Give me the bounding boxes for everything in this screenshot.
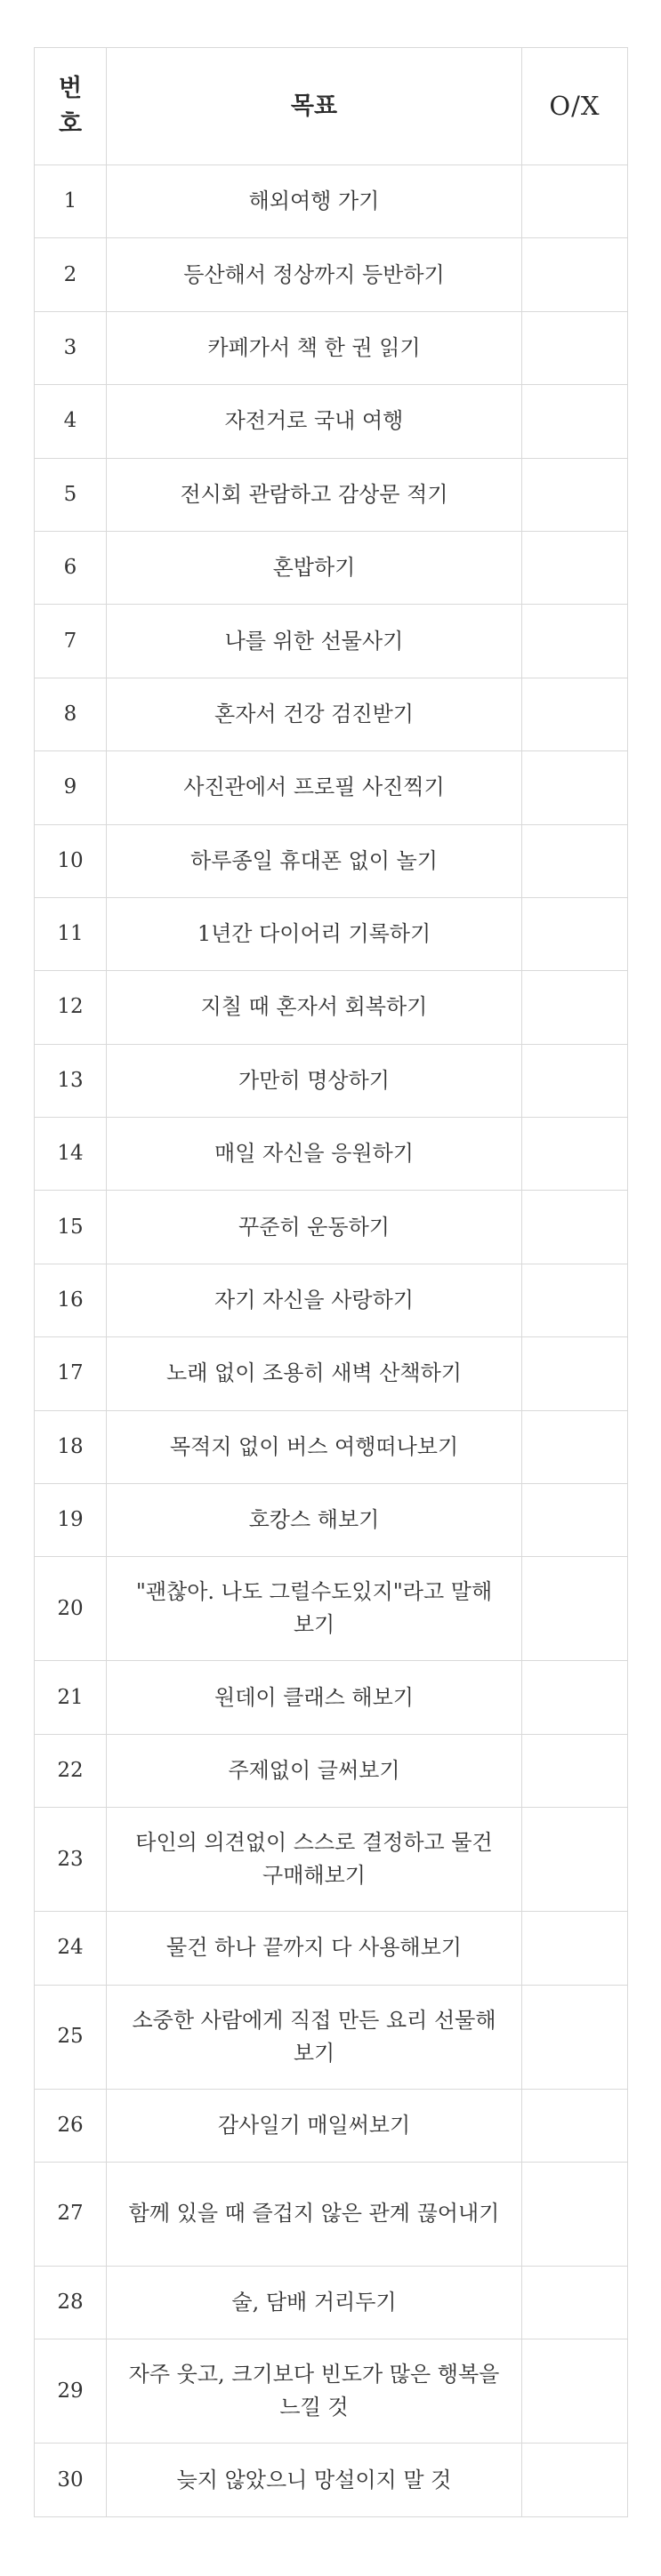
row-goal-text: "괜찮아. 나도 그럴수도있지"라고 말해보기 <box>135 1579 493 1638</box>
row-number: 21 <box>35 1661 107 1734</box>
row-goal <box>107 458 522 531</box>
table-row <box>35 2089 628 2162</box>
row-check-cell[interactable] <box>522 605 628 678</box>
row-number: 3 <box>35 311 107 384</box>
table-row <box>35 1044 628 1117</box>
row-number: 17 <box>35 1337 107 1410</box>
row-goal-text: 자기 자신을 사랑하기 <box>214 1288 414 1313</box>
table-row <box>35 1264 628 1336</box>
row-number: 15 <box>35 1191 107 1264</box>
row-goal-text: 1년간 다이어리 기록하기 <box>197 921 431 947</box>
row-number: 28 <box>35 2266 107 2339</box>
row-check-cell[interactable] <box>522 385 628 458</box>
row-goal-text: 함께 있을 때 즐겁지 않은 관계 끊어내기 <box>128 2201 500 2227</box>
row-goal-text: 주제없이 글써보기 <box>228 1758 400 1783</box>
goals-table <box>34 47 628 2517</box>
table-header <box>35 48 628 165</box>
table-row <box>35 1118 628 1191</box>
row-goal <box>107 165 522 238</box>
row-check-cell[interactable] <box>522 2162 628 2266</box>
row-check-cell[interactable] <box>522 1044 628 1117</box>
row-check-cell[interactable] <box>522 1410 628 1483</box>
row-goal <box>107 1264 522 1336</box>
row-goal-text: 자전거로 국내 여행 <box>224 408 404 434</box>
header-check: O/X <box>522 48 628 165</box>
row-check-cell[interactable] <box>522 971 628 1044</box>
table-row <box>35 897 628 970</box>
row-goal <box>107 1557 522 1661</box>
table-row <box>35 531 628 604</box>
row-goal <box>107 2444 522 2516</box>
row-goal-text: 해외여행 가기 <box>248 189 380 214</box>
row-number: 20 <box>35 1557 107 1661</box>
row-number: 6 <box>35 531 107 604</box>
row-number: 2 <box>35 238 107 311</box>
row-check-cell[interactable] <box>522 1661 628 1734</box>
table-row <box>35 2162 628 2266</box>
row-goal <box>107 678 522 750</box>
row-goal-text: 목적지 없이 버스 여행떠나보기 <box>169 1433 459 1459</box>
row-check-cell[interactable] <box>522 1912 628 1985</box>
row-goal-text: 자주 웃고, 크기보다 빈도가 많은 행복을 느낄 것 <box>128 2362 500 2420</box>
row-check-cell[interactable] <box>522 1734 628 1807</box>
row-goal <box>107 605 522 678</box>
row-number: 1 <box>35 165 107 238</box>
header-number: 번호 <box>35 48 107 165</box>
row-check-cell[interactable] <box>522 1264 628 1336</box>
row-check-cell[interactable] <box>522 2339 628 2444</box>
row-goal <box>107 824 522 897</box>
row-goal <box>107 531 522 604</box>
row-check-cell[interactable] <box>522 824 628 897</box>
row-goal-text: 지칠 때 혼자서 회복하기 <box>200 994 428 1020</box>
row-goal-text: 늦지 않았으니 망설이지 말 것 <box>176 2467 452 2492</box>
row-number: 30 <box>35 2444 107 2516</box>
row-number: 25 <box>35 1985 107 2089</box>
table-row <box>35 458 628 531</box>
row-number: 16 <box>35 1264 107 1336</box>
row-number: 5 <box>35 458 107 531</box>
row-number: 18 <box>35 1410 107 1483</box>
table-row <box>35 238 628 311</box>
row-goal <box>107 385 522 458</box>
row-goal <box>107 1661 522 1734</box>
row-check-cell[interactable] <box>522 2444 628 2516</box>
table-row <box>35 1734 628 1807</box>
row-check-cell[interactable] <box>522 1985 628 2089</box>
row-number: 9 <box>35 751 107 824</box>
row-number: 11 <box>35 897 107 970</box>
row-check-cell[interactable] <box>522 1191 628 1264</box>
row-goal <box>107 311 522 384</box>
header-goal: 목표 <box>107 48 522 165</box>
row-goal <box>107 1484 522 1557</box>
row-check-cell[interactable] <box>522 311 628 384</box>
row-number: 12 <box>35 971 107 1044</box>
row-check-cell[interactable] <box>522 678 628 750</box>
row-goal-text: 원데이 클래스 해보기 <box>214 1684 414 1710</box>
row-check-cell[interactable] <box>522 1337 628 1410</box>
row-goal-text: 노래 없이 조용히 새벽 산책하기 <box>166 1360 462 1386</box>
row-check-cell[interactable] <box>522 2089 628 2162</box>
row-goal <box>107 2266 522 2339</box>
row-check-cell[interactable] <box>522 458 628 531</box>
row-goal <box>107 1044 522 1117</box>
table-row <box>35 1912 628 1985</box>
row-goal <box>107 751 522 824</box>
row-goal <box>107 1985 522 2089</box>
row-goal <box>107 1337 522 1410</box>
row-goal <box>107 1191 522 1264</box>
row-goal-text: 매일 자신을 응원하기 <box>214 1141 414 1167</box>
row-goal <box>107 2089 522 2162</box>
row-check-cell[interactable] <box>522 238 628 311</box>
row-number: 13 <box>35 1044 107 1117</box>
row-number: 22 <box>35 1734 107 1807</box>
row-goal-text: 감사일기 매일써보기 <box>217 2112 411 2138</box>
table-row <box>35 1985 628 2089</box>
table-row <box>35 1410 628 1483</box>
row-check-cell[interactable] <box>522 1484 628 1557</box>
row-number: 23 <box>35 1808 107 1912</box>
row-goal-text: 호캉스 해보기 <box>248 1507 380 1533</box>
row-goal <box>107 238 522 311</box>
row-number: 14 <box>35 1118 107 1191</box>
row-number: 7 <box>35 605 107 678</box>
row-check-cell[interactable] <box>522 1808 628 1912</box>
row-goal-text: 타인의 의견없이 스스로 결정하고 물건 구매해보기 <box>135 1830 493 1889</box>
row-check-cell[interactable] <box>522 531 628 604</box>
row-number: 27 <box>35 2162 107 2266</box>
table-row <box>35 1557 628 1661</box>
row-check-cell[interactable] <box>522 165 628 238</box>
row-number: 4 <box>35 385 107 458</box>
row-goal-text: 사진관에서 프로필 사진찍기 <box>183 774 445 800</box>
row-goal <box>107 1808 522 1912</box>
row-goal <box>107 897 522 970</box>
row-goal <box>107 971 522 1044</box>
table-row <box>35 2339 628 2444</box>
row-check-cell[interactable] <box>522 897 628 970</box>
table-row <box>35 1191 628 1264</box>
row-check-cell[interactable] <box>522 751 628 824</box>
row-goal-text: 가만히 명상하기 <box>238 1067 390 1093</box>
row-goal-text: 술, 담배 거리두기 <box>231 2290 397 2315</box>
row-goal <box>107 2339 522 2444</box>
row-check-cell[interactable] <box>522 2266 628 2339</box>
table-row <box>35 165 628 238</box>
table-row <box>35 678 628 750</box>
table-row <box>35 1661 628 1734</box>
table-row <box>35 311 628 384</box>
table-row <box>35 385 628 458</box>
row-goal-text: 혼자서 건강 검진받기 <box>214 701 414 726</box>
row-check-cell[interactable] <box>522 1557 628 1661</box>
row-number: 10 <box>35 824 107 897</box>
row-goal <box>107 1912 522 1985</box>
table-row <box>35 824 628 897</box>
table-row <box>35 751 628 824</box>
table-body <box>35 165 628 2517</box>
table-row <box>35 2444 628 2516</box>
row-goal-text: 소중한 사람에게 직접 만든 요리 선물해보기 <box>132 2007 496 2066</box>
row-goal-text: 등산해서 정상까지 등반하기 <box>183 261 445 287</box>
table-row <box>35 605 628 678</box>
table-row <box>35 971 628 1044</box>
row-number: 26 <box>35 2089 107 2162</box>
row-goal <box>107 1118 522 1191</box>
row-number: 29 <box>35 2339 107 2444</box>
row-goal <box>107 1410 522 1483</box>
row-goal-text: 혼밥하기 <box>272 555 356 581</box>
row-goal <box>107 2162 522 2266</box>
table-row <box>35 1484 628 1557</box>
row-goal-text: 전시회 관람하고 감상문 적기 <box>180 481 448 507</box>
row-goal-text: 물건 하나 끝까지 다 사용해보기 <box>166 1935 462 1961</box>
row-goal-text: 나를 위한 선물사기 <box>224 628 404 654</box>
table-row <box>35 2266 628 2339</box>
row-goal <box>107 1734 522 1807</box>
table-row <box>35 1337 628 1410</box>
row-check-cell[interactable] <box>522 1118 628 1191</box>
row-goal-text: 카페가서 책 한 권 읽기 <box>207 334 421 360</box>
row-goal-text: 꾸준히 운동하기 <box>238 1214 390 1240</box>
row-number: 24 <box>35 1912 107 1985</box>
row-number: 19 <box>35 1484 107 1557</box>
row-number: 8 <box>35 678 107 750</box>
header-row <box>35 48 628 165</box>
row-goal-text: 하루종일 휴대폰 없이 놀기 <box>190 847 438 873</box>
table-row <box>35 1808 628 1912</box>
